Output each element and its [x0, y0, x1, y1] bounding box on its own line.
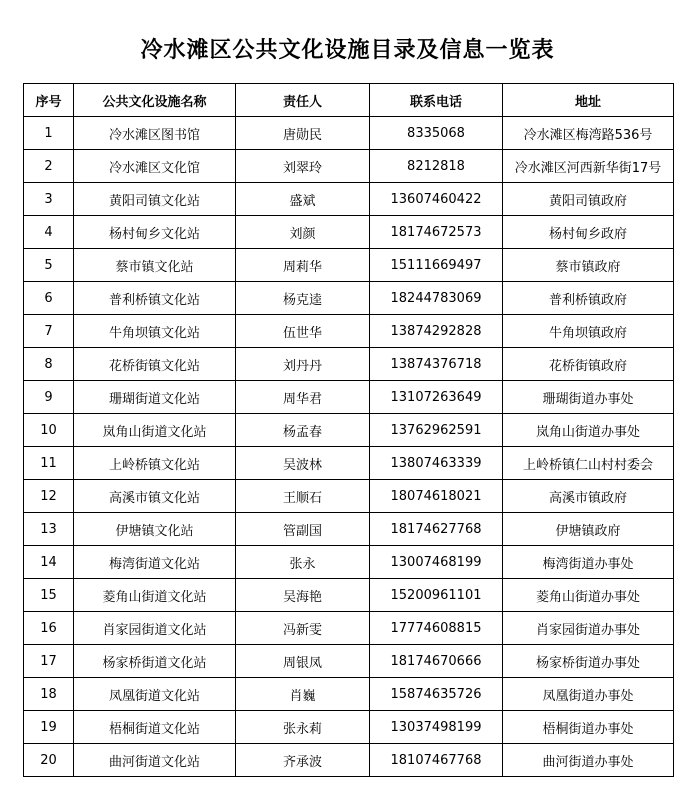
- cell-address: 杨家桥街道办事处: [503, 645, 674, 678]
- table-row: [24, 117, 674, 150]
- table-row: [24, 645, 674, 678]
- cell-person-in-charge: 杨孟春: [236, 414, 370, 447]
- cell-phone: 18174627768: [370, 513, 503, 546]
- cell-serial-number: 20: [24, 744, 74, 777]
- cell-address: 杨村甸乡政府: [503, 216, 674, 249]
- cell-phone: 8212818: [370, 150, 503, 183]
- cell-facility-name: 梧桐街道文化站: [74, 711, 236, 744]
- cell-address: 曲河街道办事处: [503, 744, 674, 777]
- cell-address: 珊瑚街道办事处: [503, 381, 674, 414]
- cell-phone: 18244783069: [370, 282, 503, 315]
- cell-person-in-charge: 张永莉: [236, 711, 370, 744]
- cell-address: 菱角山街道办事处: [503, 579, 674, 612]
- header-facility-name: 公共文化设施名称: [74, 84, 236, 117]
- table-row: [24, 183, 674, 216]
- cell-facility-name: 花桥街镇文化站: [74, 348, 236, 381]
- cell-address: 梅湾街道办事处: [503, 546, 674, 579]
- cell-facility-name: 普利桥镇文化站: [74, 282, 236, 315]
- cell-serial-number: 10: [24, 414, 74, 447]
- cell-address: 黄阳司镇政府: [503, 183, 674, 216]
- cell-facility-name: 杨家桥街道文化站: [74, 645, 236, 678]
- table-row: [24, 249, 674, 282]
- header-person-in-charge: 责任人: [236, 84, 370, 117]
- cell-phone: 18074618021: [370, 480, 503, 513]
- cell-person-in-charge: 齐承波: [236, 744, 370, 777]
- cell-phone: 13874292828: [370, 315, 503, 348]
- cell-facility-name: 岚角山街道文化站: [74, 414, 236, 447]
- cell-person-in-charge: 盛斌: [236, 183, 370, 216]
- cell-phone: 18174670666: [370, 645, 503, 678]
- table-row: [24, 711, 674, 744]
- cell-person-in-charge: 吴波林: [236, 447, 370, 480]
- cell-facility-name: 上岭桥镇文化站: [74, 447, 236, 480]
- cell-facility-name: 珊瑚街道文化站: [74, 381, 236, 414]
- cell-serial-number: 1: [24, 117, 74, 150]
- cell-facility-name: 杨村甸乡文化站: [74, 216, 236, 249]
- cell-serial-number: 15: [24, 579, 74, 612]
- cell-person-in-charge: 王顺石: [236, 480, 370, 513]
- cell-person-in-charge: 周莉华: [236, 249, 370, 282]
- cell-person-in-charge: 冯新雯: [236, 612, 370, 645]
- cell-facility-name: 黄阳司镇文化站: [74, 183, 236, 216]
- cell-serial-number: 17: [24, 645, 74, 678]
- table-row: [24, 546, 674, 579]
- cell-serial-number: 7: [24, 315, 74, 348]
- cell-serial-number: 5: [24, 249, 74, 282]
- cell-address: 高溪市镇政府: [503, 480, 674, 513]
- cell-facility-name: 梅湾街道文化站: [74, 546, 236, 579]
- cell-person-in-charge: 管副国: [236, 513, 370, 546]
- cell-phone: 13762962591: [370, 414, 503, 447]
- cell-phone: 13037498199: [370, 711, 503, 744]
- cell-serial-number: 12: [24, 480, 74, 513]
- cell-address: 岚角山街道办事处: [503, 414, 674, 447]
- cell-address: 冷水滩区梅湾路536号: [503, 117, 674, 150]
- cell-person-in-charge: 杨克逵: [236, 282, 370, 315]
- cell-address: 凤凰街道办事处: [503, 678, 674, 711]
- table-row: [24, 447, 674, 480]
- cell-serial-number: 2: [24, 150, 74, 183]
- cell-person-in-charge: 刘颜: [236, 216, 370, 249]
- cell-facility-name: 菱角山街道文化站: [74, 579, 236, 612]
- table-row: [24, 414, 674, 447]
- cell-phone: 13874376718: [370, 348, 503, 381]
- cell-facility-name: 肖家园街道文化站: [74, 612, 236, 645]
- cell-facility-name: 凤凰街道文化站: [74, 678, 236, 711]
- table-row: [24, 513, 674, 546]
- cell-facility-name: 冷水滩区文化馆: [74, 150, 236, 183]
- table-row: [24, 150, 674, 183]
- cell-phone: 13807463339: [370, 447, 503, 480]
- cell-facility-name: 冷水滩区图书馆: [74, 117, 236, 150]
- cell-address: 普利桥镇政府: [503, 282, 674, 315]
- cell-serial-number: 19: [24, 711, 74, 744]
- table-row: [24, 381, 674, 414]
- table-row: [24, 678, 674, 711]
- cell-serial-number: 16: [24, 612, 74, 645]
- header-serial-number: 序号: [24, 84, 74, 117]
- cell-phone: 18107467768: [370, 744, 503, 777]
- cell-serial-number: 9: [24, 381, 74, 414]
- cell-address: 伊塘镇政府: [503, 513, 674, 546]
- cell-person-in-charge: 张永: [236, 546, 370, 579]
- cell-phone: 13607460422: [370, 183, 503, 216]
- cell-address: 花桥街镇政府: [503, 348, 674, 381]
- page-title: 冷水滩区公共文化设施目录及信息一览表: [140, 38, 555, 63]
- cell-facility-name: 曲河街道文化站: [74, 744, 236, 777]
- table-row: [24, 612, 674, 645]
- cell-address: 梧桐街道办事处: [503, 711, 674, 744]
- cell-serial-number: 6: [24, 282, 74, 315]
- cell-phone: 18174672573: [370, 216, 503, 249]
- header-address: 地址: [503, 84, 674, 117]
- cell-person-in-charge: 伍世华: [236, 315, 370, 348]
- header-contact-phone: 联系电话: [370, 84, 503, 117]
- table-row: [24, 282, 674, 315]
- cell-person-in-charge: 吴海艳: [236, 579, 370, 612]
- table-row: [24, 579, 674, 612]
- cell-phone: 8335068: [370, 117, 503, 150]
- facility-directory-table: [23, 83, 674, 777]
- cell-phone: 15200961101: [370, 579, 503, 612]
- cell-person-in-charge: 唐勋民: [236, 117, 370, 150]
- cell-facility-name: 高溪市镇文化站: [74, 480, 236, 513]
- cell-person-in-charge: 刘丹丹: [236, 348, 370, 381]
- cell-address: 上岭桥镇仁山村村委会: [503, 447, 674, 480]
- cell-phone: 15111669497: [370, 249, 503, 282]
- cell-facility-name: 蔡市镇文化站: [74, 249, 236, 282]
- cell-address: 冷水滩区河西新华街17号: [503, 150, 674, 183]
- table-row: [24, 315, 674, 348]
- cell-person-in-charge: 肖巍: [236, 678, 370, 711]
- cell-serial-number: 8: [24, 348, 74, 381]
- table-row: [24, 480, 674, 513]
- table-row: [24, 744, 674, 777]
- cell-serial-number: 18: [24, 678, 74, 711]
- cell-serial-number: 14: [24, 546, 74, 579]
- cell-address: 肖家园街道办事处: [503, 612, 674, 645]
- table-header-row: [24, 84, 674, 117]
- cell-person-in-charge: 刘翠玲: [236, 150, 370, 183]
- cell-person-in-charge: 周华君: [236, 381, 370, 414]
- cell-phone: 17774608815: [370, 612, 503, 645]
- cell-serial-number: 11: [24, 447, 74, 480]
- cell-person-in-charge: 周银凤: [236, 645, 370, 678]
- cell-serial-number: 3: [24, 183, 74, 216]
- table-row: [24, 348, 674, 381]
- cell-serial-number: 4: [24, 216, 74, 249]
- cell-phone: 15874635726: [370, 678, 503, 711]
- cell-address: 牛角坝镇政府: [503, 315, 674, 348]
- cell-serial-number: 13: [24, 513, 74, 546]
- cell-phone: 13107263649: [370, 381, 503, 414]
- cell-facility-name: 牛角坝镇文化站: [74, 315, 236, 348]
- cell-address: 蔡市镇政府: [503, 249, 674, 282]
- cell-phone: 13007468199: [370, 546, 503, 579]
- table-body: [24, 117, 674, 777]
- table-row: [24, 216, 674, 249]
- cell-facility-name: 伊塘镇文化站: [74, 513, 236, 546]
